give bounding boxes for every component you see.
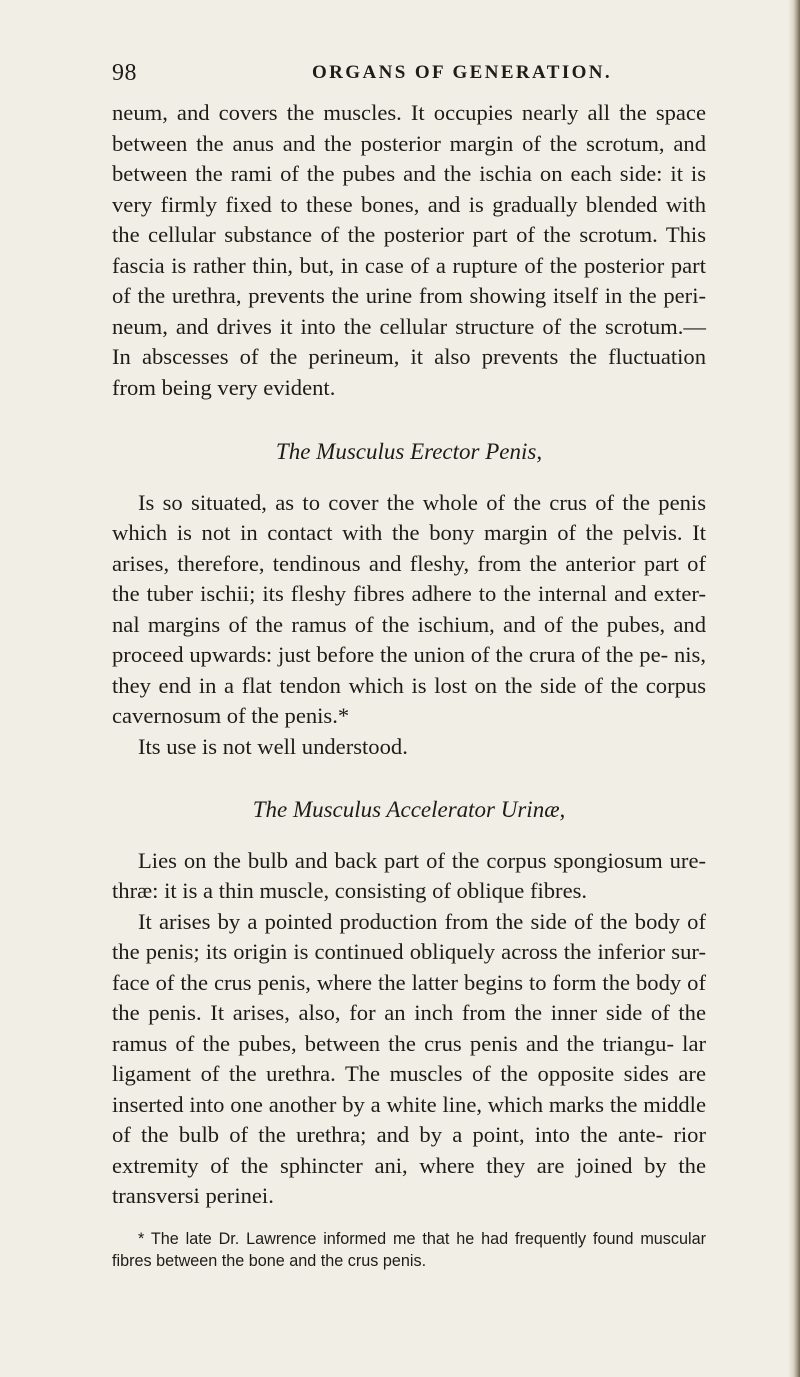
page-number: 98 [112,60,137,86]
page-header [112,60,712,94]
paragraph-erector-penis: Is so situated, as to cover the whole of the crus of the penis which is not in contact with the bony margin of the pelvis. It arises, therefore, tendinous and fleshy, from the anterior part of the tuber ischii; its fleshy fibres adhere to the internal and exter- nal margins of the ramus of the ischium, and of the pubes, and proceed upwards: just before the union of the crura of the pe- nis, they end in a flat tendon which is lost on the side of the corpus cavernosum of the penis.* [112,489,706,728]
section-heading-accelerator-urinae: The Musculus Accelerator Urinæ, [252,797,566,822]
paragraph-accelerator-origin: It arises by a pointed production from the side of the body of the penis; its origin is continued obliquely across the inferior sur- face of the crus penis, where the latter begins to form the body of the penis. It arises, also, for an inch from the inner side of the ramus of the pubes, between the crus penis and the triangu- lar ligament of the urethra. The muscles of the opposite sides are inserted into one another by a white line, which marks the middle of the bulb of the urethra; and by a point, into the ante- rior extremity of the sphincter ani, where they are joined by the transversi perinei. [112,908,706,1208]
page-text [112,98,706,1273]
footnote: * The late Dr. Lawrence informed me that he had frequently found muscular fibres between the bone and the crus penis. [112,1229,706,1270]
paragraph-continuation: neum, and covers the muscles. It occupies nearly all the space between the anus and the posterior margin of the scrotum, and between the rami of the pubes and the ischia on each side: it is very firmly fixed to these bones, and is gradually blended with the cellular substance of the posterior part of the scrotum. This fascia is rather thin, but, in case of a rupture of the posterior part of the urethra, prevents the urine from showing itself in the peri- neum, and drives it into the cellular structure of the scrotum.— In abscesses of the perineum, it also prevents the fluctuation from being very evident. [112,100,706,400]
paragraph-erector-use: Its use is not well understood. [138,733,408,759]
paragraph-accelerator-location: Lies on the bulb and back part of the corpus spongiosum ure- thræ: it is a thin muscle, consisting of oblique fibres. [112,847,706,903]
running-head: ORGANS OF GENERATION. [312,62,613,83]
page-edge-shadow [788,0,800,1377]
section-heading-erector-penis: The Musculus Erector Penis, [275,439,543,464]
